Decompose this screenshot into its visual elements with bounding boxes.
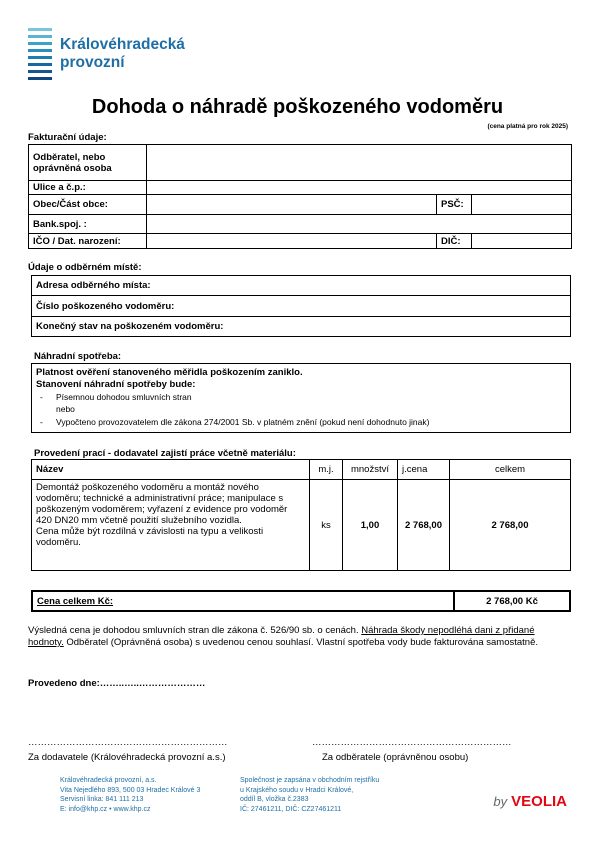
- item-unit: ks: [310, 480, 343, 571]
- logo-stripes: [28, 28, 52, 84]
- zip-label: PSČ:: [437, 195, 472, 215]
- item-unit-price: 2 768,00: [398, 480, 450, 571]
- dic-label: DIČ:: [437, 234, 472, 249]
- option-calculated: Vypočteno provozovatelem dle zákona 274/2001 Sb. v platném znění (pokud není dohodnuto jinak): [56, 417, 430, 427]
- total-table: [31, 590, 571, 612]
- address-label: Adresa odběrného místa:: [32, 276, 571, 296]
- works-table: [31, 459, 571, 571]
- item-qty: 1,00: [343, 480, 398, 571]
- col-qty: množství: [343, 460, 398, 480]
- executed-date: Provedeno dne:……..…..…………………: [28, 678, 206, 689]
- ico-label: IČO / Dat. narození:: [29, 234, 147, 249]
- col-unit: m.j.: [310, 460, 343, 480]
- veolia-logo: by VEOLIA: [493, 793, 567, 810]
- billing-table: [28, 144, 572, 249]
- col-unit-price: j.cena: [398, 460, 450, 480]
- item-total: 2 768,00: [450, 480, 571, 571]
- street-label: Ulice a č.p.:: [29, 181, 147, 195]
- customer-field[interactable]: [147, 145, 572, 181]
- bank-field[interactable]: [147, 215, 572, 234]
- supplier-signature-line: ………………………………………………………: [28, 737, 228, 748]
- customer-signature-line: ………………………………………………………: [312, 737, 512, 748]
- total-value: 2 768,00 Kč: [454, 591, 570, 611]
- site-heading: Údaje o odběrném místě:: [28, 262, 142, 273]
- col-name: Název: [32, 460, 310, 480]
- replacement-heading: Náhradní spotřeba:: [34, 351, 122, 362]
- meter-number-label: Číslo poškozeného vodoměru:: [32, 296, 571, 317]
- site-table: [31, 275, 571, 337]
- option-or: nebo: [56, 404, 75, 414]
- agreement-text: Výsledná cena je dohodou smluvních stran dle zákona č. 526/90 sb. o cenách. Náhrada škody nepodléhá dani z přidané hodnoty. Odběratel (Oprávněná osoba) s uvedenou cenou souhlasí. Vlastní spotřeba vody bude fakturována samostatně.: [28, 625, 538, 648]
- price-validity-note: (cena platná pro rok 2025): [487, 123, 568, 130]
- company-logo-text: Královéhradecká provozní: [60, 36, 185, 71]
- billing-heading: Fakturační údaje:: [28, 132, 107, 143]
- city-label: Obec/Část obce:: [29, 195, 147, 215]
- zip-field[interactable]: [472, 195, 572, 215]
- works-heading: Provedení prací - dodavatel zajistí práce včetně materiálu:: [34, 448, 296, 459]
- replacement-line2: Stanovení náhradní spotřeby bude:: [36, 379, 196, 390]
- bullet: -: [40, 392, 43, 402]
- item-description: Demontáž poškozeného vodoměru a montáž nového vodoměru; technické a administrativní práce; manipulace s poškozeným vodoměrem; vyřazení z evidence pro vodoměr 420 DN20 mm včetně použití služebního vozidla. Cena může být rozdílná v závislosti na typu a velikosti vodoměru.: [32, 480, 310, 571]
- street-field[interactable]: [147, 181, 572, 195]
- footer-registration-info: Společnost je zapsána v obchodním rejstříku u Krajského soudu v Hradci Králové, oddíl B, vložka č.2383 IČ: 27461211, DIČ: CZ27461211: [240, 777, 380, 813]
- final-reading-label: Konečný stav na poškozeném vodoměru:: [32, 317, 571, 337]
- replacement-box: [31, 363, 571, 433]
- supplier-signature-label: Za dodavatele (Královéhradecká provozní a.s.): [28, 752, 226, 763]
- footer-company-info: Královéhradecká provozní, a.s. Vita Nejedlého 893, 500 03 Hradec Králové 3 Servisní linka: 841 111 213 E: info@khp.cz • www.khp.cz: [60, 777, 201, 813]
- total-label: Cena celkem Kč:: [32, 591, 454, 611]
- customer-signature-label: Za odběratele (oprávněnou osobu): [322, 752, 469, 763]
- document-title: Dohoda o náhradě poškozeného vodoměru: [91, 96, 504, 118]
- replacement-line1: Platnost ověření stanoveného měřidla poškozením zaniklo.: [36, 367, 303, 378]
- bullet: -: [40, 417, 43, 427]
- bank-label: Bank.spoj. :: [29, 215, 147, 234]
- ico-field[interactable]: [147, 234, 437, 249]
- city-field[interactable]: [147, 195, 437, 215]
- dic-field[interactable]: [472, 234, 572, 249]
- customer-label: Odběratel, nebo oprávněná osoba: [29, 145, 147, 181]
- option-agreement: Písemnou dohodou smluvních stran: [56, 392, 192, 402]
- col-total: celkem: [450, 460, 571, 480]
- vat-note: Náhrada škody nepodléhá dani z přidané hodnoty.: [28, 625, 535, 648]
